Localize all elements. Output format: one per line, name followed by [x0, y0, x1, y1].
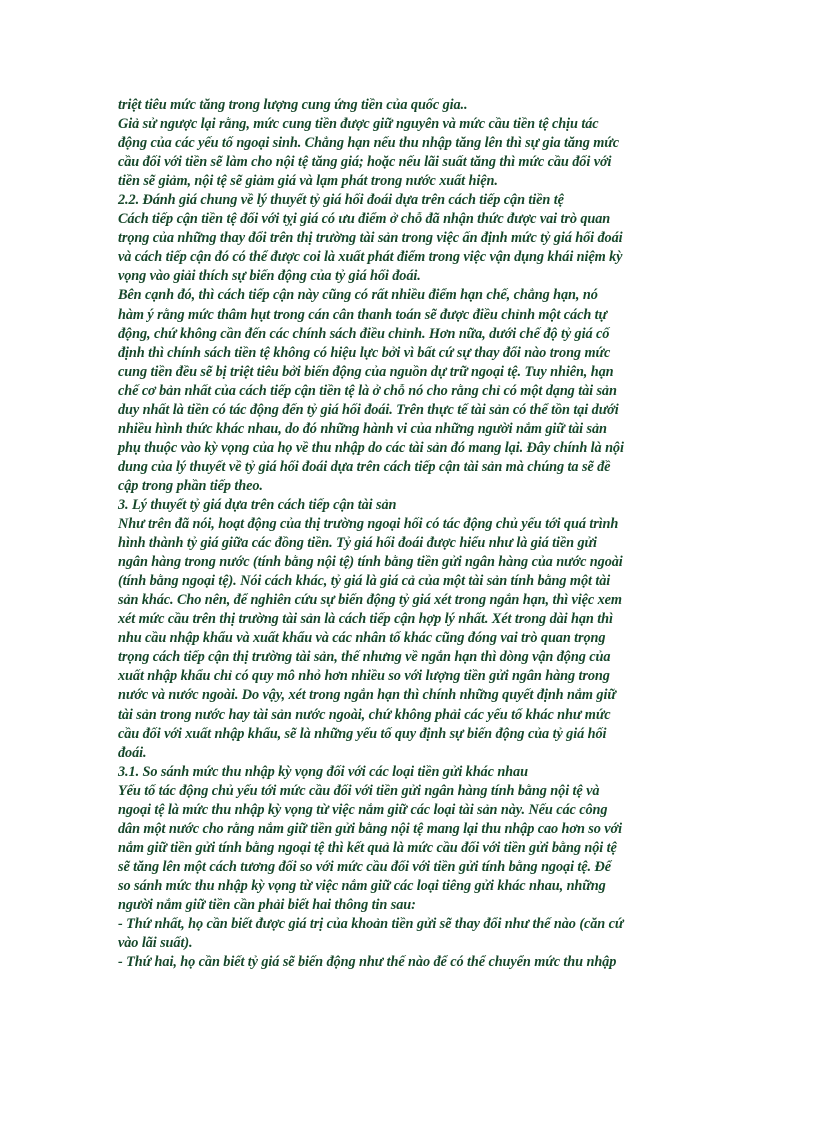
- text-line: tiền sẽ giảm, nội tệ sẽ giảm giá và lạm phát trong nước xuất hiện.: [118, 173, 498, 190]
- text-line: định thì chính sách tiền tệ không có hiệu lực bởi vì bất cứ sự thay đổi nào trong mức: [118, 344, 611, 361]
- document-page: [118, 96, 718, 972]
- text-line: cầu đối với xuất nhập khẩu, sẽ là những yếu tố quy định sự biến động của tỷ giá hối: [118, 725, 607, 742]
- text-line: ngân hàng trong nước (tính bằng nội tệ) tính bằng tiền gửi ngân hàng của nước ngoài: [118, 554, 623, 571]
- text-line: so sánh mức thu nhập kỳ vọng từ việc nắm giữ các loại tiêng gửi khác nhau, những: [118, 877, 606, 894]
- text-line: hàm ý rằng mức thâm hụt trong cán cân thanh toán sẽ được điều chỉnh một cách tự: [118, 306, 608, 323]
- text-line: nhu cầu nhập khẩu và xuất khẩu và các nhân tố khác cũng đóng vai trò quan trọng: [118, 630, 606, 647]
- text-line: và cách tiếp cận đó có thể được coi là xuất phát điểm trong việc vận dụng khái niệm kỳ: [118, 249, 623, 266]
- text-line: dân một nước cho rằng nắm giữ tiền gửi bằng nội tệ mang lại thu nhập cao hơn so với: [118, 820, 622, 837]
- text-line: 3. Lý thuyết tỷ giá dựa trên cách tiếp cận tài sản: [118, 496, 397, 513]
- text-line: 2.2. Đánh giá chung về lý thuyết tỷ giá hối đoái dựa trên cách tiếp cận tiền tệ: [118, 192, 564, 209]
- text-line: - Thứ nhất, họ cần biết được giá trị của khoản tiền gửi sẽ thay đổi như thế nào (căn cứ: [118, 916, 624, 933]
- text-line: - Thứ hai, họ cần biết tỷ giá sẽ biến động như thế nào để có thể chuyển mức thu nhập: [118, 954, 617, 971]
- text-line: tài sản trong nước hay tài sản nước ngoài, chứ không phải các yếu tố khác như mức: [118, 706, 611, 723]
- text-line: sản khác. Cho nên, để nghiên cứu sự biến động tỷ giá xét trong ngắn hạn, thì việc xem: [118, 592, 622, 609]
- text-line: vào lãi suất).: [118, 935, 193, 952]
- text-line: triệt tiêu mức tăng trong lượng cung ứng tiền của quốc gia..: [118, 97, 468, 113]
- text-line: nước và nước ngoài. Do vậy, xét trong ngắn hạn thì chính những quyết định nắm giữ: [118, 687, 616, 704]
- text-line: Bên cạnh đó, thì cách tiếp cận này cũng có rất nhiều điểm hạn chế, chẳng hạn, nó: [118, 287, 598, 304]
- text-line: duy nhất là tiền có tác động đến tỷ giá hối đoái. Trên thực tế tài sản có thể tồn tại dưới: [118, 401, 619, 418]
- text-line: hình thành tỷ giá giữa các đồng tiền. Tỷ giá hối đoái được hiểu như là giá tiền gửi: [118, 535, 597, 552]
- text-line: ngoại tệ là mức thu nhập kỳ vọng từ việc nắm giữ các loại tài sản này. Nếu các công: [118, 801, 608, 818]
- text-line: nắm giữ tiền gửi tính bằng ngoại tệ thì kết quả là mức cầu đối với tiền gửi bằng nội tệ: [118, 839, 617, 856]
- text-line: 3.1. So sánh mức thu nhập kỳ vọng đối với các loại tiền gửi khác nhau: [118, 763, 528, 780]
- text-line: Cách tiếp cận tiền tệ đối với tỵi giá có ưu điểm ở chỗ đã nhận thức được vai trò quan: [118, 211, 611, 228]
- text-line: cung tiền đều sẽ bị triệt tiêu bởi biến động của nguồn dự trữ ngoại tệ. Tuy nhiên, hạn: [118, 363, 614, 380]
- text-line: xuất nhập khẩu chỉ có quy mô nhỏ hơn nhiều so với lượng tiền gửi ngân hàng trong: [118, 668, 610, 685]
- text-line: trọng cách tiếp cận thị trường tài sản, thế nhưng về ngắn hạn thì dòng vận động của: [118, 649, 611, 666]
- text-line: Giả sử ngược lại rằng, mức cung tiền được giữ nguyên và mức cầu tiền tệ chịu tác: [118, 116, 599, 133]
- text-line: cập trong phần tiếp theo.: [118, 477, 263, 494]
- text-line: động của các yếu tố ngoại sinh. Chẳng hạn nếu thu nhập tăng lên thì sự gia tăng mức: [118, 135, 620, 152]
- text-line: chế cơ bản nhất của cách tiếp cận tiền tệ là ở chỗ nó cho rằng chỉ có một dạng tài sản: [118, 382, 617, 399]
- text-line: dung của lý thuyết về tỷ giá hối đoái dựa trên cách tiếp cận tài sản mà chúng ta sẽ đề: [118, 458, 611, 475]
- text-line: phụ thuộc vào kỳ vọng của họ về thu nhập do các tài sản đó mang lại. Đây chính là nội: [118, 439, 624, 456]
- text-line: Yếu tố tác động chủ yếu tới mức cầu đối với tiền gửi ngân hàng tính bằng nội tệ và: [118, 782, 600, 799]
- text-line: động, chứ không cần đến các chính sách điều chỉnh. Hơn nữa, dưới chế độ tỷ giá cố: [118, 325, 610, 342]
- text-line: nhiều hình thức khác nhau, do đó những hành vi của những người nắm giữ tài sản: [118, 420, 607, 437]
- text-line: cầu đối với tiền sẽ làm cho nội tệ tăng giá; hoặc nếu lãi suất tăng thì mức cầu đối với: [118, 154, 612, 171]
- text-line: xét mức cầu trên thị trường tài sản là cách tiếp cận hợp lý nhất. Xét trong dài hạn thì: [118, 611, 613, 628]
- text-line: Như trên đã nói, hoạt động của thị trường ngoại hối có tác động chủ yếu tới quá trình: [118, 516, 619, 533]
- text-line: (tính bằng ngoại tệ). Nói cách khác, tỷ giá là giá cả của một tài sản tính bằng một tài: [118, 573, 611, 590]
- text-line: người nắm giữ tiền cần phải biết hai thông tin sau:: [118, 896, 416, 913]
- text-line: đoái.: [118, 744, 147, 761]
- text-line: sẽ tăng lên một cách tương đối so với mức cầu đối với tiền gửi tính bằng ngoại tệ. Để: [118, 858, 611, 875]
- text-line: vọng vào giải thích sự biến động của tỷ giá hối đoái.: [118, 268, 421, 285]
- text-line: trọng của những thay đổi trên thị trường tài sản trong việc ấn định mức tỷ giá hối đoái: [118, 230, 623, 247]
